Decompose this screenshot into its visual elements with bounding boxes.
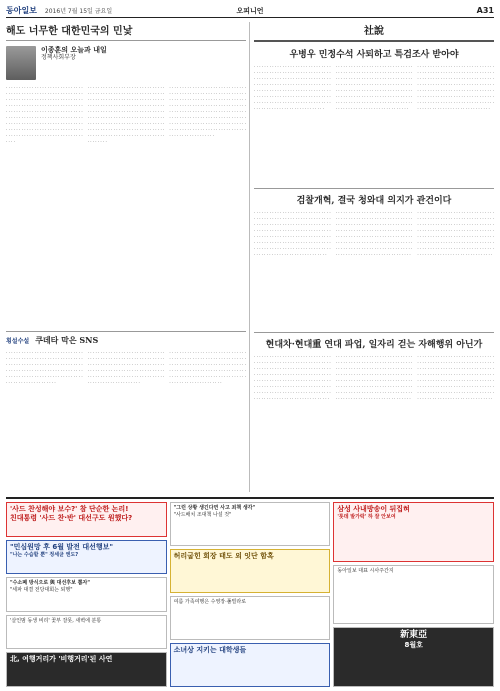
newspaper-logo: 동아일보 — [6, 5, 37, 15]
ad-9[interactable]: 소녀상 지키는 대학생들 — [170, 643, 331, 687]
author-photo — [6, 46, 36, 80]
ad-4[interactable]: '살인범 동생 비리' 꽃부 잘못, 새벽에 분통 — [6, 615, 167, 650]
column-series: 이종훈의 오늘과 내일 — [41, 46, 107, 54]
sub-column-text-2: · · · · · · · · · · · · · · · · · · · · · · · · · · · · · · · · · · · · · · · · · · · · · · · · · · · · · · · · · · · · · · · · · · · · · · · · · · · · · · · · · · · · · · · · · · · · · · · · · · · · · · · · · · · · · · · · · · · · · · · · · · · · · · · · · · · · · · · · · · · · · · · · · · · · · · · · · · · · · · · · · · · · · · · · · · · — [87, 350, 165, 385]
editorial-area — [254, 22, 494, 492]
ad-5[interactable]: 北, 여행거리가 '비행거리'된 사연 — [6, 652, 167, 687]
editorial-2-title: 검찰개혁, 결국 청와대 의지가 관건이다 — [296, 196, 452, 206]
column-body — [6, 85, 246, 325]
page-number: A31 — [476, 6, 494, 15]
editorial-2-text-3: · · · · · · · · · · · · · · · · · · · · · · · · · · · · · · · · · · · · · · · · · · · · · · · · · · · · · · · · · · · · · · · · · · · · · · · · · · · · · · · · · · · · · · · · · · · · · · · · · · · · · · · · · · · · · · · · · · · · · · · · · · · · · · · · · · · · · · · · · · · · · · · · · · · · · · · · · · · · · · · · · · · · · · · · · · · · · · · · · · · · · · · · · · · · · · · · · · · · · · · · · · · · · · · · · · · · · · · · · · · · · · · · · · · · · · · · · · · · · · · · — [417, 210, 495, 257]
sub-column-title: 쿠데타 막은 SNS — [35, 335, 99, 345]
editorial-1 — [254, 47, 494, 182]
ad-8[interactable]: 여름 가족여행은 수영장·풀빌라로 — [170, 596, 331, 640]
ad-2[interactable]: "민심원망 후 6월 발전 대선행보" "나는 수습할 뿐" 정세균 엔도? — [6, 540, 167, 575]
column-divider — [249, 22, 250, 492]
author-title: 정책사회부장 — [41, 54, 76, 61]
ad-6[interactable]: "그런 상황 생긴다면 사고 죄책 생각" "사드배치 조대책 나설 것" — [170, 502, 331, 546]
sub-column-text-1: · · · · · · · · · · · · · · · · · · · · · · · · · · · · · · · · · · · · · · · · · · · · · · · · · · · · · · · · · · · · · · · · · · · · · · · · · · · · · · · · · · · · · · · · · · · · · · · · · · · · · · · · · · · · · · · · · · · · · · · · · · · · · · · · · · · · · · · · · · · · · · · · · · · · · · · · · · · · · · · · · · · · · · · · · · — [6, 350, 83, 385]
editorial-3-text-1: · · · · · · · · · · · · · · · · · · · · · · · · · · · · · · · · · · · · · · · · · · · · · · · · · · · · · · · · · · · · · · · · · · · · · · · · · · · · · · · · · · · · · · · · · · · · · · · · · · · · · · · · · · · · · · · · · · · · · · · · · · · · · · · · · · · · · · · · · · · · · · · · · · · · · · · · · · · · · · · · · · · · · · · · · · · · · · · · · · · · · · · · · · · · · · · · · · · · · · · · · · · · · · · · · · · · · · · · · · · · · · · · · · · · · · · · · · · · · · · · — [254, 354, 331, 401]
editorial-3-text-2: · · · · · · · · · · · · · · · · · · · · · · · · · · · · · · · · · · · · · · · · · · · · · · · · · · · · · · · · · · · · · · · · · · · · · · · · · · · · · · · · · · · · · · · · · · · · · · · · · · · · · · · · · · · · · · · · · · · · · · · · · · · · · · · · · · · · · · · · · · · · · · · · · · · · · · · · · · · · · · · · · · · · · · · · · · · · · · · · · · · · · · · · · · · · · · · · · · · · · · · · · · · · · · · · · · · · · · · · · · · · · · · · · · · · · · · · · · · · · · · · — [335, 354, 413, 401]
editorial-2 — [254, 188, 494, 326]
editorial-3-text-3: · · · · · · · · · · · · · · · · · · · · · · · · · · · · · · · · · · · · · · · · · · · · · · · · · · · · · · · · · · · · · · · · · · · · · · · · · · · · · · · · · · · · · · · · · · · · · · · · · · · · · · · · · · · · · · · · · · · · · · · · · · · · · · · · · · · · · · · · · · · · · · · · · · · · · · · · · · · · · · · · · · · · · · · · · · · · · · · · · · · · · · · · · · · · · · · · · · · · · · · · · · · · · · · · · · · · · · · · · · · · · · · · · · · · · · · · · · · · · · · · — [417, 354, 495, 401]
editorial-3-title: 현대차·현대重 연대 파업, 일자리 걷는 자해행위 아닌가 — [265, 340, 483, 350]
editorial-1-text-3: · · · · · · · · · · · · · · · · · · · · · · · · · · · · · · · · · · · · · · · · · · · · · · · · · · · · · · · · · · · · · · · · · · · · · · · · · · · · · · · · · · · · · · · · · · · · · · · · · · · · · · · · · · · · · · · · · · · · · · · · · · · · · · · · · · · · · · · · · · · · · · · · · · · · · · · · · · · · · · · · · · · · · · · · · · · · · · · · · · · · · · · · · · · · · · · · · · · · · · · · · · · · · · · · · · · · · · · · · · · · · · · · · · · · · · · · · · · · · · · — [417, 64, 495, 111]
ad-3[interactable]: "수소폐 방식으로 與 대선후보 뽑자" "세파 대결 전당대회는 퇴행" — [6, 577, 167, 612]
editorial-1-title: 우병우 민정수석 사퇴하고 특검조사 받아야 — [289, 50, 459, 60]
column-area — [6, 22, 246, 492]
editorial-1-text-1: · · · · · · · · · · · · · · · · · · · · · · · · · · · · · · · · · · · · · · · · · · · · · · · · · · · · · · · · · · · · · · · · · · · · · · · · · · · · · · · · · · · · · · · · · · · · · · · · · · · · · · · · · · · · · · · · · · · · · · · · · · · · · · · · · · · · · · · · · · · · · · · · · · · · · · · · · · · · · · · · · · · · · · · · · · · · · · · · · · · · · · · · · · · · · · · · · · · · · · · · · · · · · · · · · · · · · · · · · · · · · · · · · · · · · · · · · · · · · · — [254, 64, 331, 111]
column-body-text-2: · · · · · · · · · · · · · · · · · · · · · · · · · · · · · · · · · · · · · · · · · · · · · · · · · · · · · · · · · · · · · · · · · · · · · · · · · · · · · · · · · · · · · · · · · · · · · · · · · · · · · · · · · · · · · · · · · · · · · · · · · · · · · · · · · · · · · · · · · · · · · · · · · · · · · · · · · · · · · · · · · · · · · · · · · · · · · · · · · · · · · · · · · · · · · · · · · · · · · · · · · · · · · · · · · · · · · · · · · · · · · · · · · · · · · · · · · · · · · · · · · · · · · · · · · · · · · · · · · · · · · · · · · · · · · · · · · · · · · · — [87, 85, 165, 144]
column-body-text-1: · · · · · · · · · · · · · · · · · · · · · · · · · · · · · · · · · · · · · · · · · · · · · · · · · · · · · · · · · · · · · · · · · · · · · · · · · · · · · · · · · · · · · · · · · · · · · · · · · · · · · · · · · · · · · · · · · · · · · · · · · · · · · · · · · · · · · · · · · · · · · · · · · · · · · · · · · · · · · · · · · · · · · · · · · · · · · · · · · · · · · · · · · · · · · · · · · · · · · · · · · · · · · · · · · · · · · · · · · · · · · · · · · · · · · · · · · · · · · · · · · · · · · · · · · · · · · · · · · · · · · · · · · · · · · · · · · · — [6, 85, 83, 144]
advertisement-area — [6, 497, 494, 687]
sub-column-kicker: 횡설수설 — [6, 338, 30, 345]
section-name: 오피니언 — [236, 6, 264, 15]
masthead — [6, 4, 494, 18]
ad-11[interactable]: 동아일보 대표 시사주간지 — [333, 565, 494, 625]
ad-7[interactable]: 허리굽힌 회장 태도 외 잇단 함혹 — [170, 549, 331, 593]
column-title: 해도 너무한 대한민국의 민낯 — [6, 22, 246, 41]
sub-column — [6, 331, 246, 500]
sub-column-text-3: · · · · · · · · · · · · · · · · · · · · · · · · · · · · · · · · · · · · · · · · · · · · · · · · · · · · · · · · · · · · · · · · · · · · · · · · · · · · · · · · · · · · · · · · · · · · · · · · · · · · · · · · · · · · · · · · · · · · · · · · · · · · · · · · · · · · · · · · · · · · · · · · · · · · · · · · · · · · · · · · · · · · · · · · · · · — [169, 350, 247, 385]
column-body-text-3: · · · · · · · · · · · · · · · · · · · · · · · · · · · · · · · · · · · · · · · · · · · · · · · · · · · · · · · · · · · · · · · · · · · · · · · · · · · · · · · · · · · · · · · · · · · · · · · · · · · · · · · · · · · · · · · · · · · · · · · · · · · · · · · · · · · · · · · · · · · · · · · · · · · · · · · · · · · · · · · · · · · · · · · · · · · · · · · · · · · · · · · · · · · · · · · · · · · · · · · · · · · · · · · · · · · · · · · · · · · · · · · · · · · · · · · · · · · · · · · · · · · · · · · · · · · · · · · · · · — [169, 85, 247, 138]
issue-date: 2016년 7월 15일 금요일 — [44, 8, 113, 15]
ad-1[interactable]: '사드 찬성해야 보수?' 참 단순한 논리! 친대통령 '사드 찬·반' 대선구도 원했다? — [6, 502, 167, 537]
ad-12[interactable]: 新東亞 8월호 — [333, 627, 494, 687]
column-byline — [6, 46, 246, 80]
editorial-2-text-1: · · · · · · · · · · · · · · · · · · · · · · · · · · · · · · · · · · · · · · · · · · · · · · · · · · · · · · · · · · · · · · · · · · · · · · · · · · · · · · · · · · · · · · · · · · · · · · · · · · · · · · · · · · · · · · · · · · · · · · · · · · · · · · · · · · · · · · · · · · · · · · · · · · · · · · · · · · · · · · · · · · · · · · · · · · · · · · · · · · · · · · · · · · · · · · · · · · · · · · · · · · · · · · · · · · · · · · · · · · · · · · · · · · · · · · · · · · · · · · · — [254, 210, 331, 257]
ad-10[interactable]: 삼성 사내방송이 뒤집혀 '롯데 발가락' 하 잘 안보여 — [333, 502, 494, 562]
editorial-label: 社說 — [254, 22, 494, 42]
editorial-1-text-2: · · · · · · · · · · · · · · · · · · · · · · · · · · · · · · · · · · · · · · · · · · · · · · · · · · · · · · · · · · · · · · · · · · · · · · · · · · · · · · · · · · · · · · · · · · · · · · · · · · · · · · · · · · · · · · · · · · · · · · · · · · · · · · · · · · · · · · · · · · · · · · · · · · · · · · · · · · · · · · · · · · · · · · · · · · · · · · · · · · · · · · · · · · · · · · · · · · · · · · · · · · · · · · · · · · · · · · · · · · · · · · · · · · · · · · · · · · · · · · · — [335, 64, 413, 111]
editorial-2-text-2: · · · · · · · · · · · · · · · · · · · · · · · · · · · · · · · · · · · · · · · · · · · · · · · · · · · · · · · · · · · · · · · · · · · · · · · · · · · · · · · · · · · · · · · · · · · · · · · · · · · · · · · · · · · · · · · · · · · · · · · · · · · · · · · · · · · · · · · · · · · · · · · · · · · · · · · · · · · · · · · · · · · · · · · · · · · · · · · · · · · · · · · · · · · · · · · · · · · · · · · · · · · · · · · · · · · · · · · · · · · · · · · · · · · · · · · · · · · · · · · · — [335, 210, 413, 257]
editorial-3 — [254, 332, 494, 472]
